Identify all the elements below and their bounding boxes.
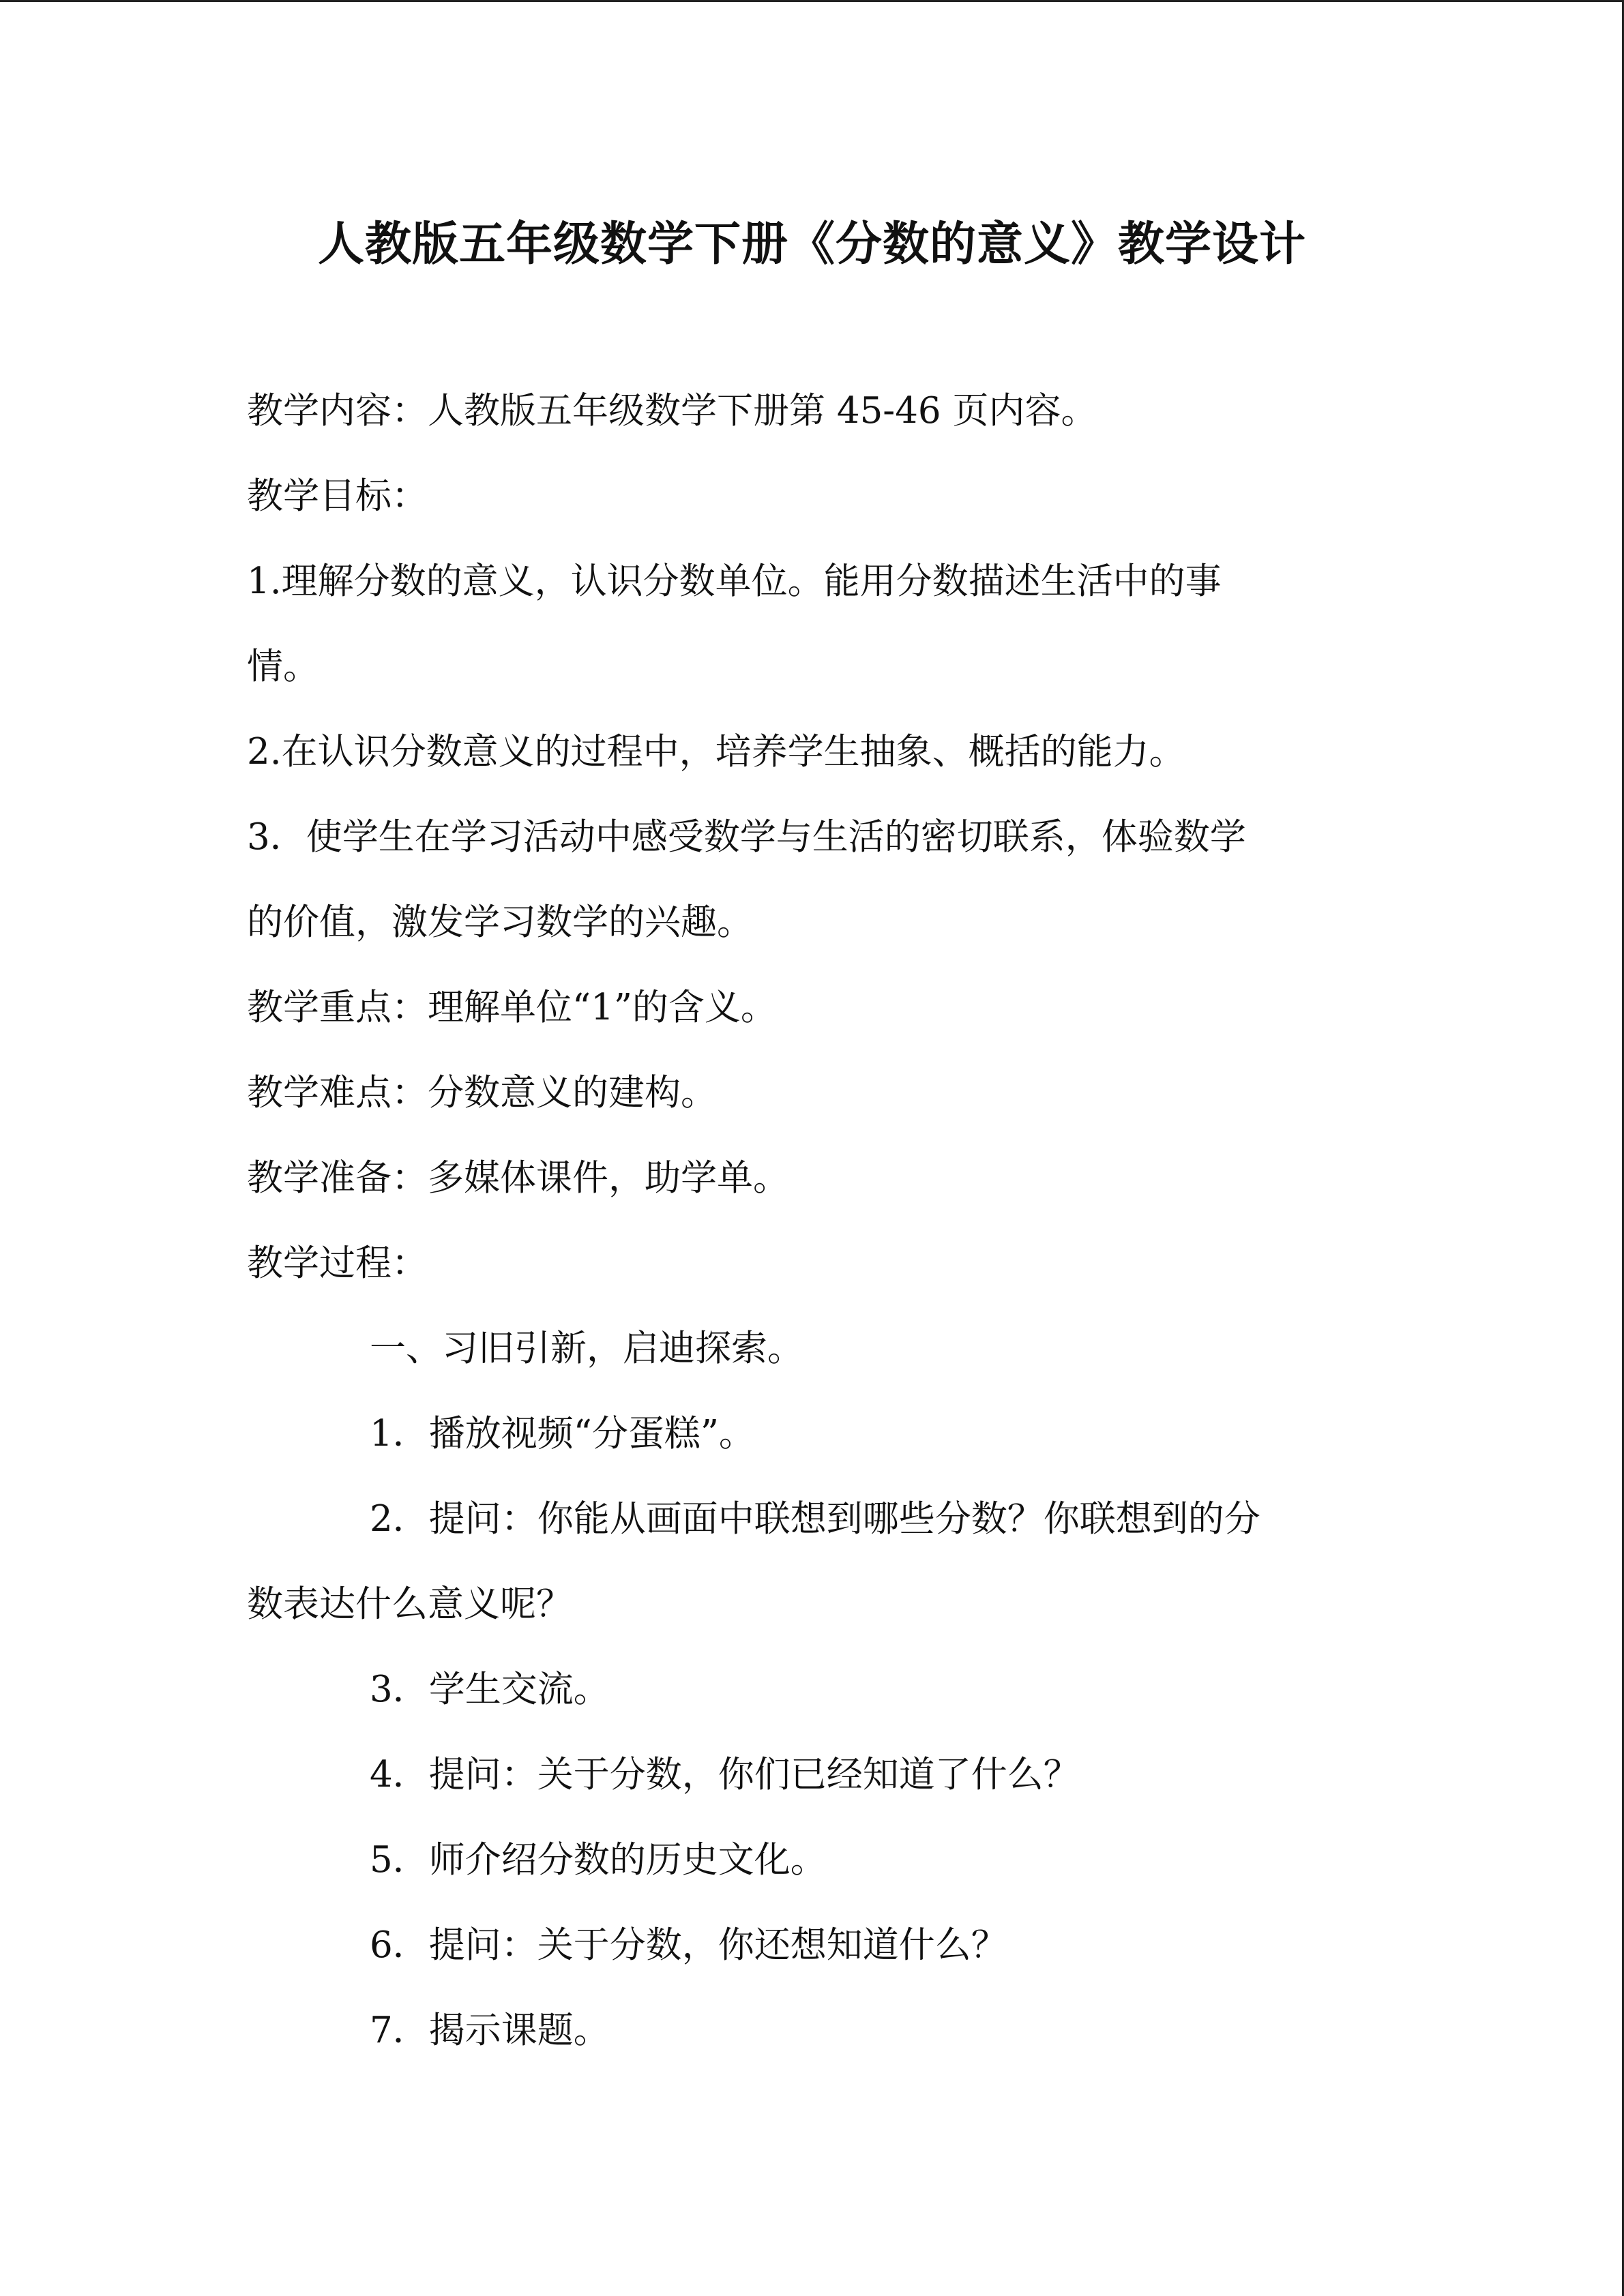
goal-1-line-1: 1.理解分数的意义，认识分数单位。能用分数描述生活中的事 [247,561,1222,602]
step-1-line: 1．播放视频“分蛋糕”。 [370,1413,755,1455]
teaching-preparation-line: 教学准备：多媒体课件，助学单。 [247,1157,789,1199]
section-1-heading: 一、习旧引新，启迪探索。 [370,1328,803,1369]
teaching-content-line: 教学内容：人教版五年级数学下册第 45-46 页内容。 [247,390,1097,432]
document-title: 人教版五年级数学下册《分数的意义》教学设计 [317,217,1306,271]
step-4-line: 4．提问：关于分数，你们已经知道了什么？ [370,1754,1080,1795]
step-3-line: 3．学生交流。 [370,1669,610,1710]
teaching-difficulty-line: 教学难点：分数意义的建构。 [247,1072,717,1114]
goal-2-line: 2.在认识分数意义的过程中，培养学生抽象、概括的能力。 [247,731,1185,773]
goal-3-line-1: 3．使学生在学习活动中感受数学与生活的密切联系，体验数学 [247,816,1246,858]
step-2-line-2: 数表达什么意义呢？ [247,1583,572,1625]
goal-3-line-2: 的价值，激发学习数学的兴趣。 [247,901,753,943]
goal-1-line-2: 情。 [247,646,319,687]
step-6-line: 6．提问：关于分数，你还想知道什么？ [370,1924,1007,1966]
step-5-line: 5．师介绍分数的历史文化。 [370,1839,827,1881]
step-7-line: 7．揭示课题。 [370,2010,610,2051]
teaching-focus-line: 教学重点：理解单位“1”的含义。 [247,987,777,1028]
step-2-line-1: 2．提问：你能从画面中联想到哪些分数？你联想到的分 [370,1498,1260,1540]
teaching-goals-heading: 教学目标： [247,475,428,517]
document-body [247,368,1379,2073]
teaching-process-heading: 教学过程： [247,1242,428,1284]
